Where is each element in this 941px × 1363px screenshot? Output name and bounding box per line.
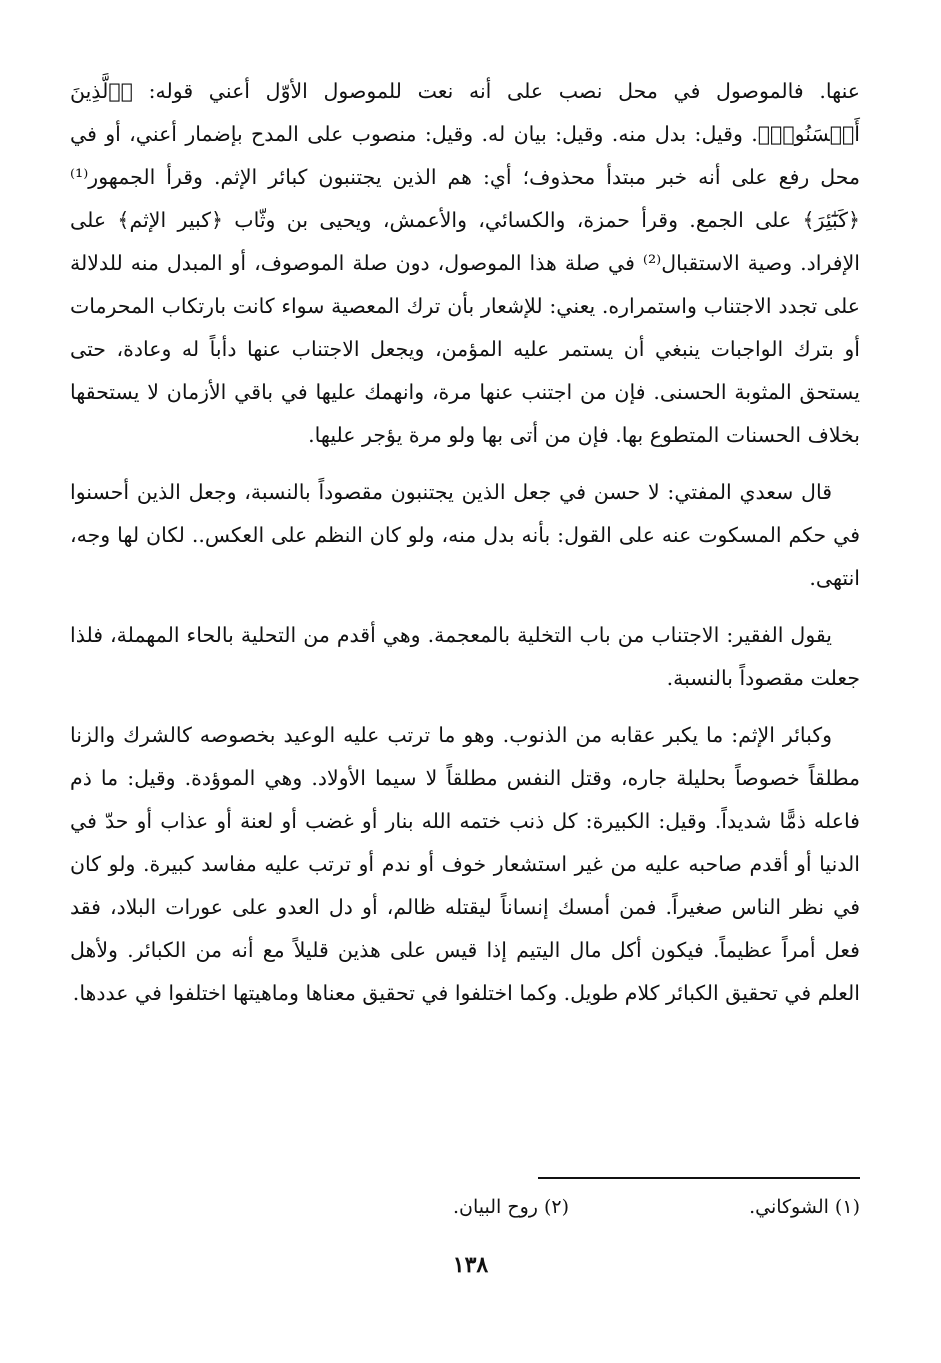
paragraph-1: عنها. فالموصول في محل نصب على أنه نعت للموصول الأوّل أعني قوله: ﴿ٱلَّذِينَ أَحۡسَنُوا۟﴾. وقيل: بدل منه. وقيل: بيان له. وقيل: منصوب على المدح بإضمار أعني، أو في محل رفع على أنه خبر مبتدأ محذوف؛ أي: هم الذين يجتنبون كبائر الإثم. وقرأ الجمهور⁽¹⁾ ﴿كَبَٰٓئِرَ﴾ على الجمع. وقرأ حمزة، والكسائي، والأعمش، ويحيى بن وثّاب ﴿كبير الإثم﴾ على الإفراد. وصية الاستقبال⁽²⁾ في صلة هذا الموصول، دون صلة الموصوف، أو المبدل منه للدلالة على تجدد الاجتناب واستمراره. يعني: للإشعار بأن ترك المعصية سواء كانت بارتكاب المحرمات أو بترك الواجبات ينبغي أن يستمر عليه المؤمن، ويجعل الاجتناب عنها دأباً له وعادة، حتى يستحق المثوبة الحسنى. فإن من اجتنب عنها مرة، وانهمك عليها في باقي الأزمان لا يستحقها بخلاف الحسنات المتطوع بها. فإن من أتى بها ولو مرة يؤجر عليها. <box>70 79 860 447</box>
paragraph-2: قال سعدي المفتي: لا حسن في جعل الذين يجتنبون مقصوداً بالنسبة، وجعل الذين أحسنوا في حكم المسكوت عنه على القول: بأنه بدل منه، ولو كان النظم على العكس.. لكان لها وجه، انتهى. <box>70 480 860 590</box>
paragraph-4: وكبائر الإثم: ما يكبر عقابه من الذنوب. وهو ما ترتب عليه الوعيد بخصوصه كالشرك والزنا مطلقاً خصوصاً بحليلة جاره، وقتل النفس مطلقاً لا سيما الأولاد. وهي الموؤدة. وقيل: ما ذم فاعله ذمًّا شديداً. وقيل: الكبيرة: كل ذنب ختمه الله بنار أو غضب أو لعنة أو عذاب أو حدّ في الدنيا أو أقدم صاحبه عليه من غير استشعار خوف أو ندم أو ترتب عليه مفاسد كبيرة. ولو كان في نظر الناس صغيراً. فمن أمسك إنساناً ليقتله ظالم، أو دل العدو على عورات البلاد، فقد فعل أمراً عظيماً. فيكون أكل مال اليتيم إذا قيس على هذين قليلاً مع أنه من الكبائر. ولأهل العلم في تحقيق الكبائر كلام طويل. وكما اختلفوا في تحقيق معناها وماهيتها اختلفوا في عددها. <box>70 723 860 1005</box>
page-number: ١٣٨ <box>452 1252 489 1278</box>
page-body <box>70 70 860 1015</box>
footnote-2: (٢) روح البيان. <box>452 1196 570 1218</box>
footnotes <box>300 1192 860 1222</box>
paragraph-3: يقول الفقير: الاجتناب من باب التخلية بالمعجمة. وهي أقدم من التحلية بالحاء المهملة، فلذا جعلت مقصوداً بالنسبة. <box>70 623 860 690</box>
footnote-1: (١) الشوكاني. <box>749 1196 860 1218</box>
footnote-divider <box>538 1177 860 1179</box>
